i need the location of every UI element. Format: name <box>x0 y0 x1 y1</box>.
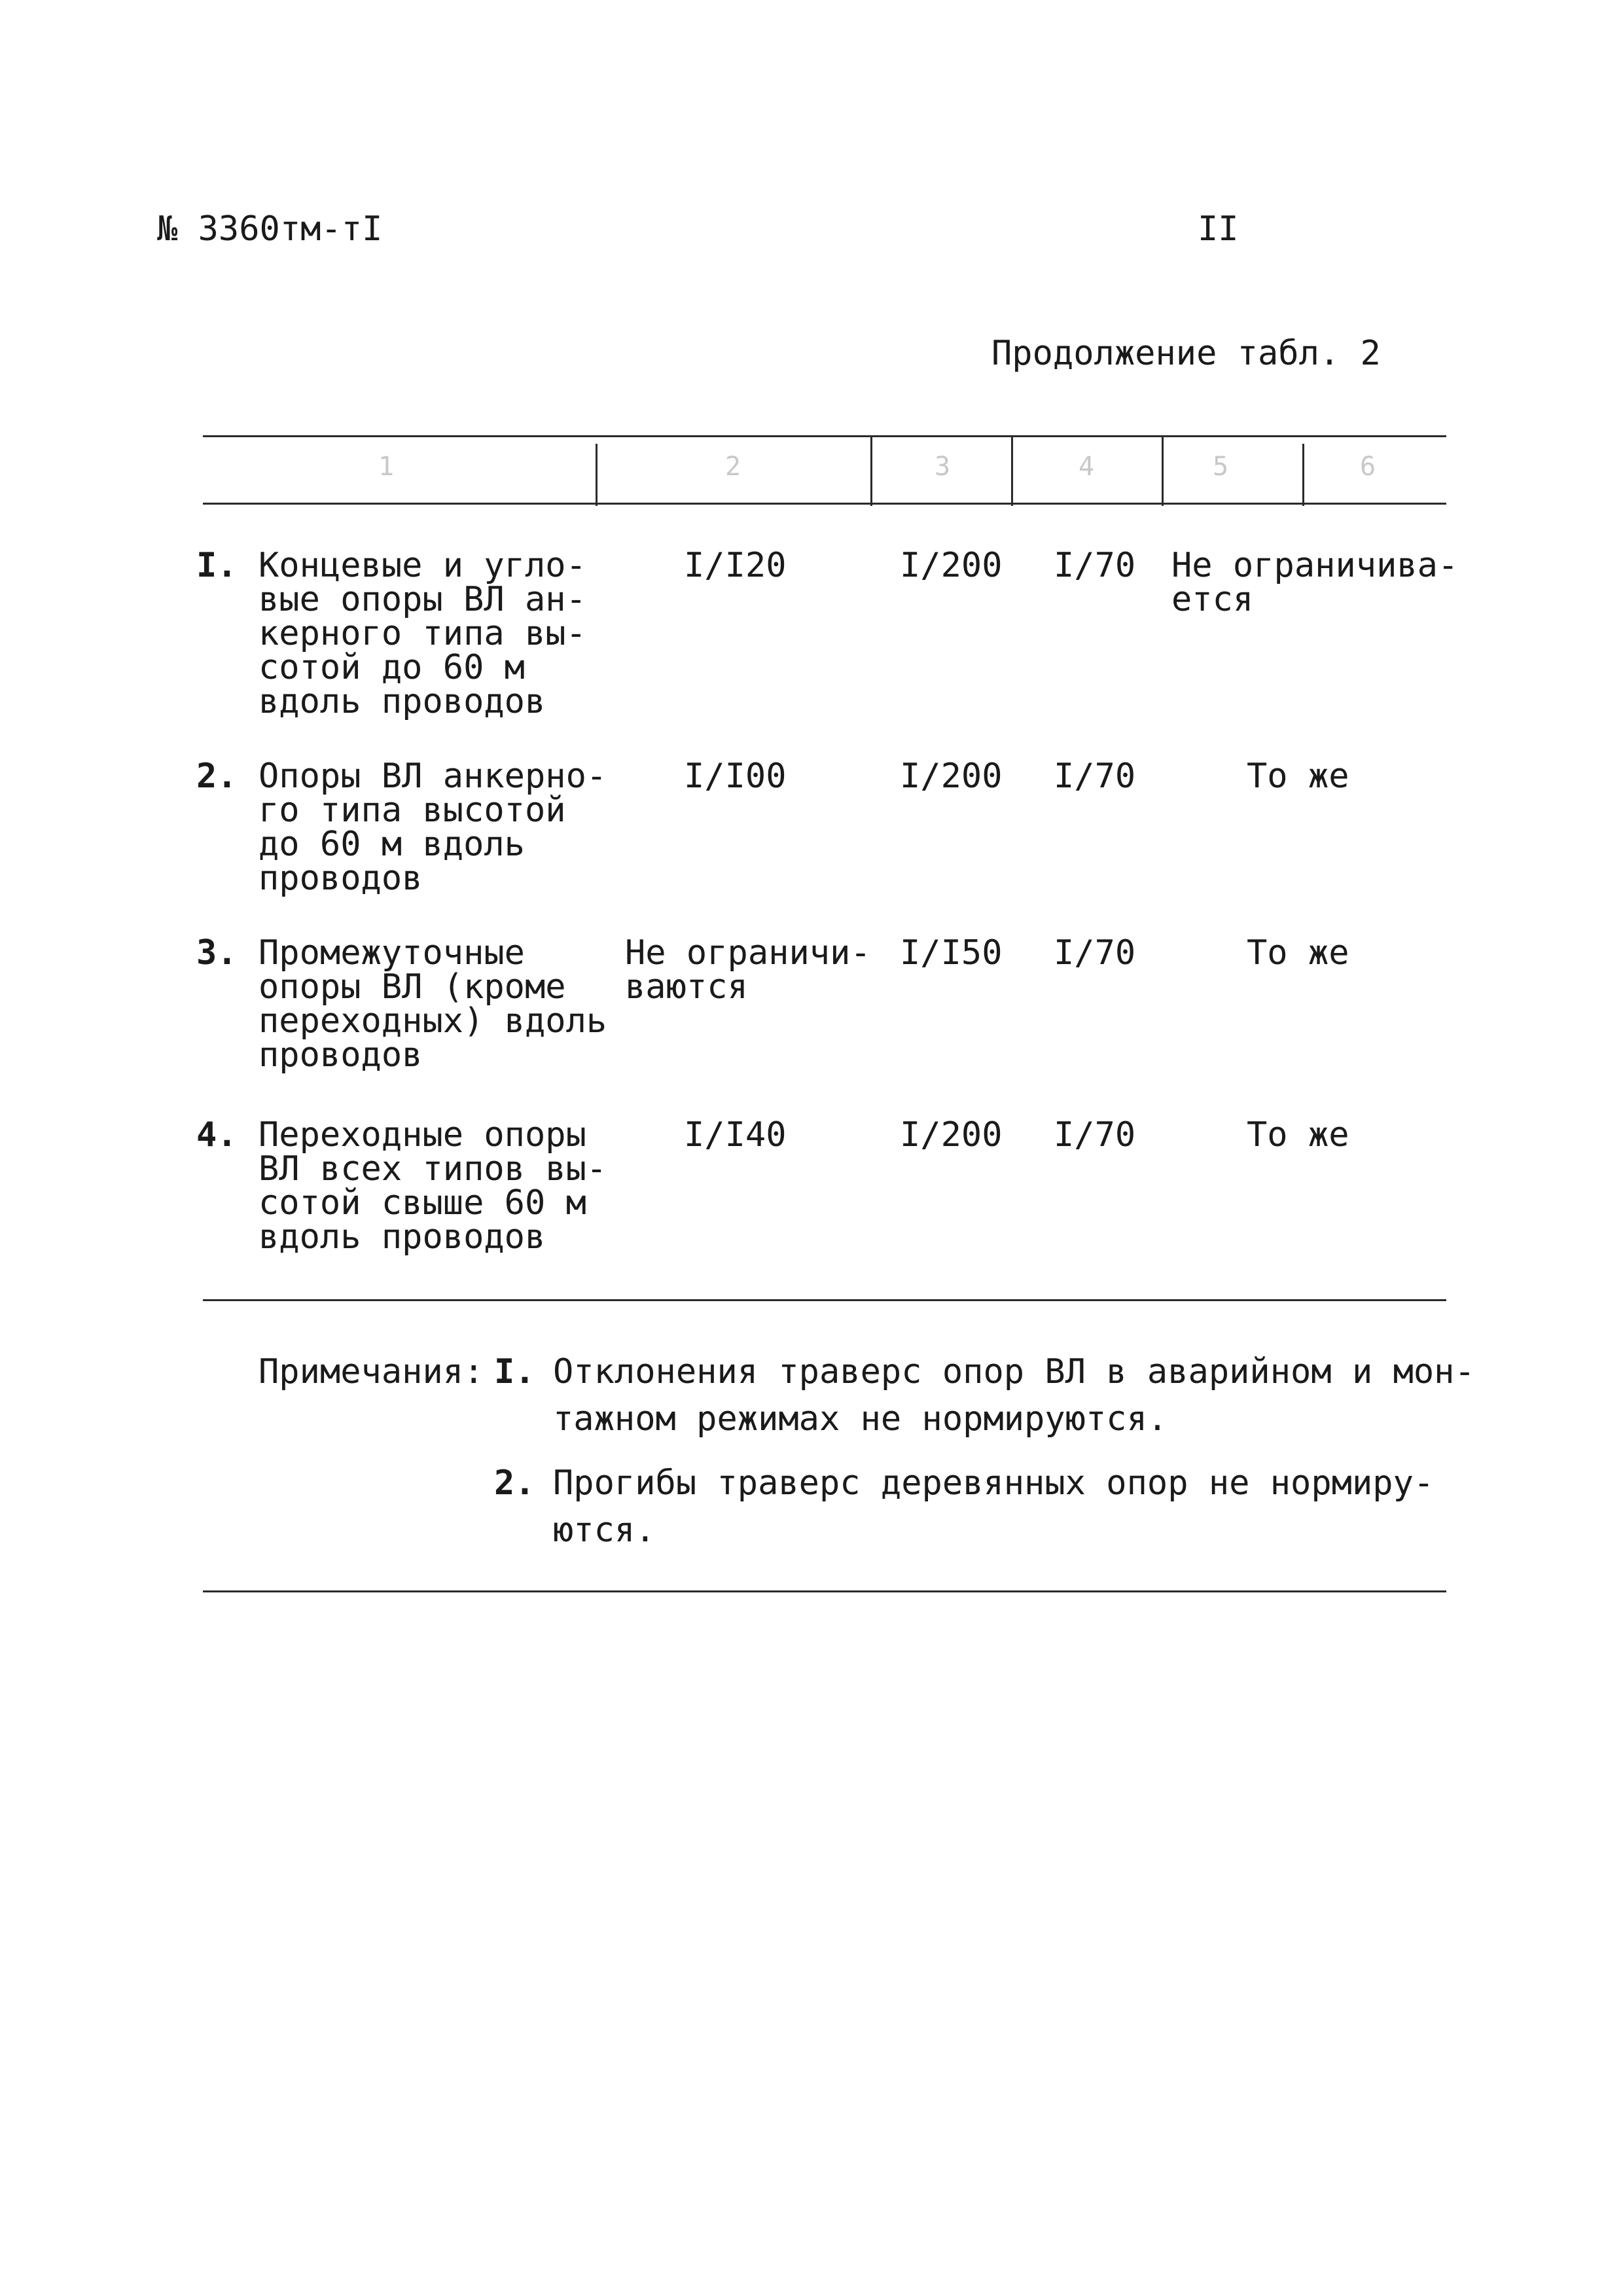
row-number: 2. <box>196 757 238 796</box>
row-col3-value: I/200 <box>900 546 1003 585</box>
column-number: 1 <box>378 452 395 482</box>
table-continuation-caption: Продолжение табл. 2 <box>991 334 1381 373</box>
row-description: Промежуточные опоры ВЛ (кроме переходных) вдоль проводов <box>259 933 607 1075</box>
document-number: № 3360тм-тI <box>157 209 383 249</box>
table-header-bottom-rule <box>203 503 1446 505</box>
row-col4-value: I/70 <box>1054 933 1136 973</box>
column-divider <box>1162 435 1164 506</box>
notes-label: Примечания: <box>259 1352 484 1391</box>
row-col2-value: I/I40 <box>684 1115 787 1155</box>
table-bottom-rule <box>203 1299 1446 1301</box>
row-number: 3. <box>196 933 238 973</box>
column-number: 2 <box>724 452 741 482</box>
row-col4-value: I/70 <box>1054 757 1136 796</box>
note-text: Прогибы траверс деревянных опор не нормиру- ются. <box>553 1463 1435 1550</box>
row-col4-value: I/70 <box>1054 1115 1136 1155</box>
column-divider <box>1011 435 1013 506</box>
column-divider <box>596 444 597 506</box>
row-number: 4. <box>196 1115 238 1155</box>
row-description: Опоры ВЛ анкерно- го типа высотой до 60 м вдоль проводов <box>259 757 607 898</box>
column-divider <box>870 435 872 506</box>
row-col5-value: То же <box>1247 933 1349 973</box>
page-number: II <box>1198 209 1239 249</box>
column-divider <box>1302 444 1304 506</box>
row-col5-value: То же <box>1247 757 1349 796</box>
column-number: 3 <box>934 452 951 482</box>
row-number: I. <box>196 546 238 585</box>
row-col2-value: Не ограничи- ваются <box>625 933 871 1007</box>
column-number: 6 <box>1359 452 1376 482</box>
row-col2-value: I/I20 <box>684 546 787 585</box>
row-col5-value: То же <box>1247 1115 1349 1155</box>
row-col3-value: I/200 <box>900 1115 1003 1155</box>
column-number: 5 <box>1212 452 1229 482</box>
notes-bottom-rule <box>203 1590 1446 1592</box>
note-text: Отклонения траверс опор ВЛ в аварийном и мон- тажном режимах не нормируются. <box>553 1352 1475 1439</box>
row-col3-value: I/200 <box>900 757 1003 796</box>
row-col5-value: Не ограничива- ется <box>1171 546 1459 619</box>
column-number: 4 <box>1078 452 1095 482</box>
row-col4-value: I/70 <box>1054 546 1136 585</box>
row-col3-value: I/I50 <box>900 933 1003 973</box>
table-top-rule <box>203 435 1446 437</box>
row-description: Переходные опоры ВЛ всех типов вы- сотой свыше 60 м вдоль проводов <box>259 1115 607 1257</box>
note-number: I. <box>494 1352 535 1391</box>
row-col2-value: I/I00 <box>684 757 787 796</box>
row-description: Концевые и угло- вые опоры ВЛ ан- керного типа вы- сотой до 60 м вдоль проводов <box>259 546 586 721</box>
note-number: 2. <box>494 1463 535 1503</box>
